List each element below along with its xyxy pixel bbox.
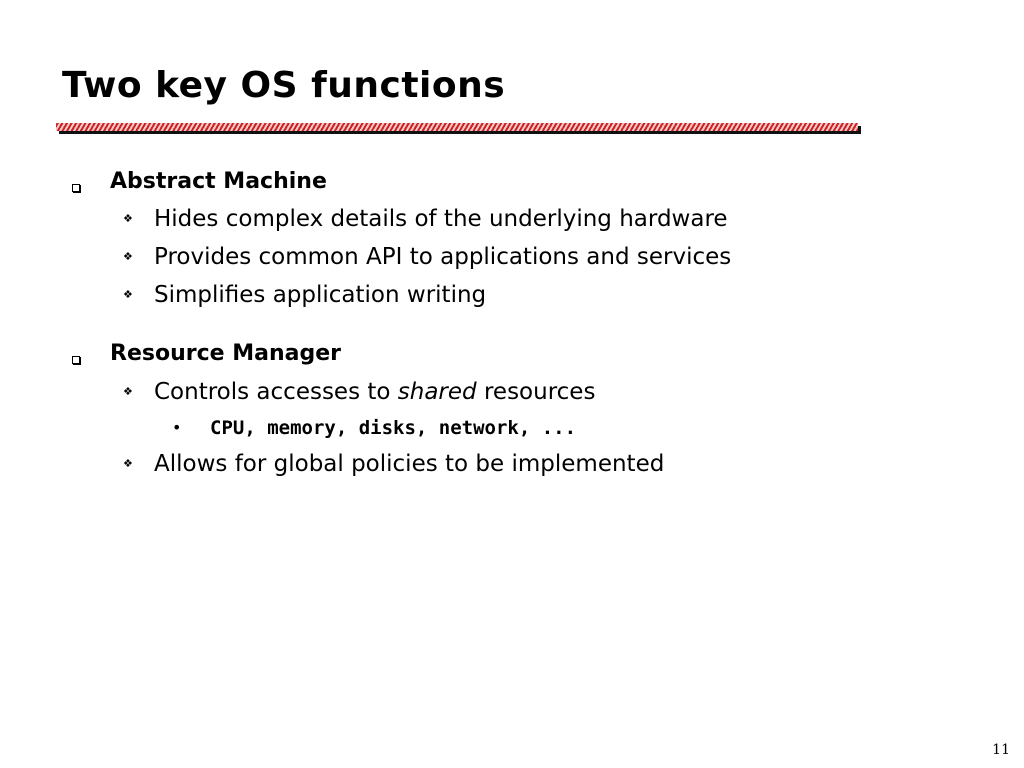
- sub-item-resources-list: CPU, memory, disks, network, ...: [210, 417, 577, 439]
- section-heading-abstract-machine: Abstract Machine: [110, 169, 327, 194]
- diamond-bullet-icon: ❖: [123, 457, 133, 470]
- page-number: 11: [992, 742, 1010, 758]
- title-divider: [56, 123, 858, 131]
- square-bullet-icon: [72, 356, 80, 364]
- emphasis-shared: shared: [397, 379, 477, 405]
- section-heading-resource-manager: Resource Manager: [110, 341, 341, 366]
- diamond-bullet-icon: ❖: [123, 288, 133, 301]
- list-item-common-api: Provides common API to applications and services: [154, 244, 732, 270]
- dot-bullet-icon: •: [172, 418, 182, 437]
- diamond-bullet-icon: ❖: [123, 385, 133, 398]
- list-item-simplifies-writing: Simplifies application writing: [154, 282, 487, 308]
- slide-title: Two key OS functions: [62, 65, 506, 106]
- list-item-hides-details: Hides complex details of the underlying hardware: [154, 206, 728, 232]
- list-item-text: Controls accesses to: [154, 379, 398, 405]
- list-item-global-policies: Allows for global policies to be implemented: [154, 451, 665, 477]
- list-item-controls-access: [154, 377, 595, 407]
- list-item-text: resources: [476, 379, 596, 405]
- square-bullet-icon: [72, 184, 80, 192]
- diamond-bullet-icon: ❖: [123, 250, 133, 263]
- diamond-bullet-icon: ❖: [123, 212, 133, 225]
